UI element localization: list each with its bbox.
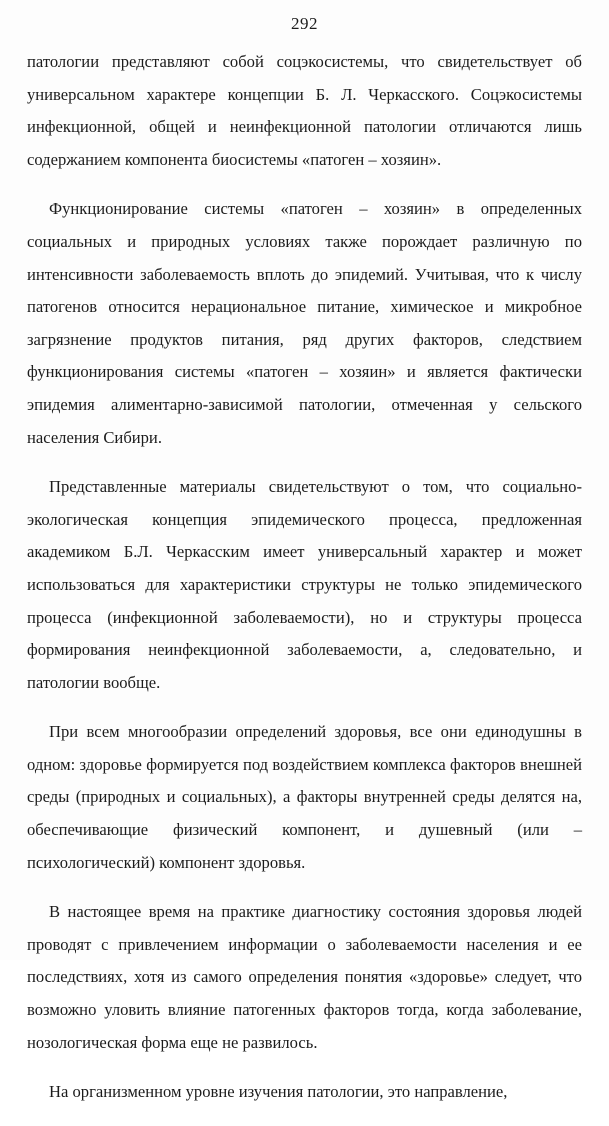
paragraph-3: Представленные материалы свидетельствуют о том, что социально-экологическая концепция эпидемического процесса, предложенная академиком Б.Л. Черкасским имеет универсальный характер и может использоваться для характеристики структуры не только эпидемического процесса (инфекционной заболеваемости), но и структуры процесса формирования неинфекционной заболеваемости, а, следовательно, и патологии вообще. — [27, 477, 582, 692]
paragraph-6: На организменном уровне изучения патологии, это направление, — [49, 1082, 508, 1102]
page-body — [27, 46, 582, 1126]
paragraph-1: патологии представляют собой соцэкосистемы, что свидетельствует об универсальном характере концепции Б. Л. Черкасского. Соцэкосистемы инфекционной, общей и неинфекционной патологии отличаются лишь содержанием компонента биосистемы «патоген – хозяин». — [27, 52, 582, 169]
paragraph-5: В настоящее время на практике диагностику состояния здоровья людей проводят с привлечением информации о заболеваемости населения и ее последствиях, хотя из самого определения понятия «здоровье» следует, что возможно уловить влияние патогенных факторов тогда, когда заболевание, нозологическая форма еще не развилось. — [27, 902, 582, 1052]
paragraph-4: При всем многообразии определений здоровья, все они единодушны в одном: здоровье формируется под воздействием комплекса факторов внешней среды (природных и социальных), а факторы внутренней среды делятся на, обеспечивающие физический компонент, и душевный (или – психологический) компонент здоровья. — [27, 722, 582, 872]
page-number: 292 — [291, 14, 318, 33]
paragraph-2: Функционирование системы «патоген – хозяин» в определенных социальных и природных условиях также порождает различную по интенсивности заболеваемость вплоть до эпидемий. Учитывая, что к числу патогенов относится нерациональное питание, химическое и микробное загрязнение продуктов питания, ряд других факторов, следствием функционирования системы «патоген – хозяин» и является фактически эпидемия алиментарно-зависимой патологии, отмеченная у сельского населения Сибири. — [27, 199, 582, 447]
